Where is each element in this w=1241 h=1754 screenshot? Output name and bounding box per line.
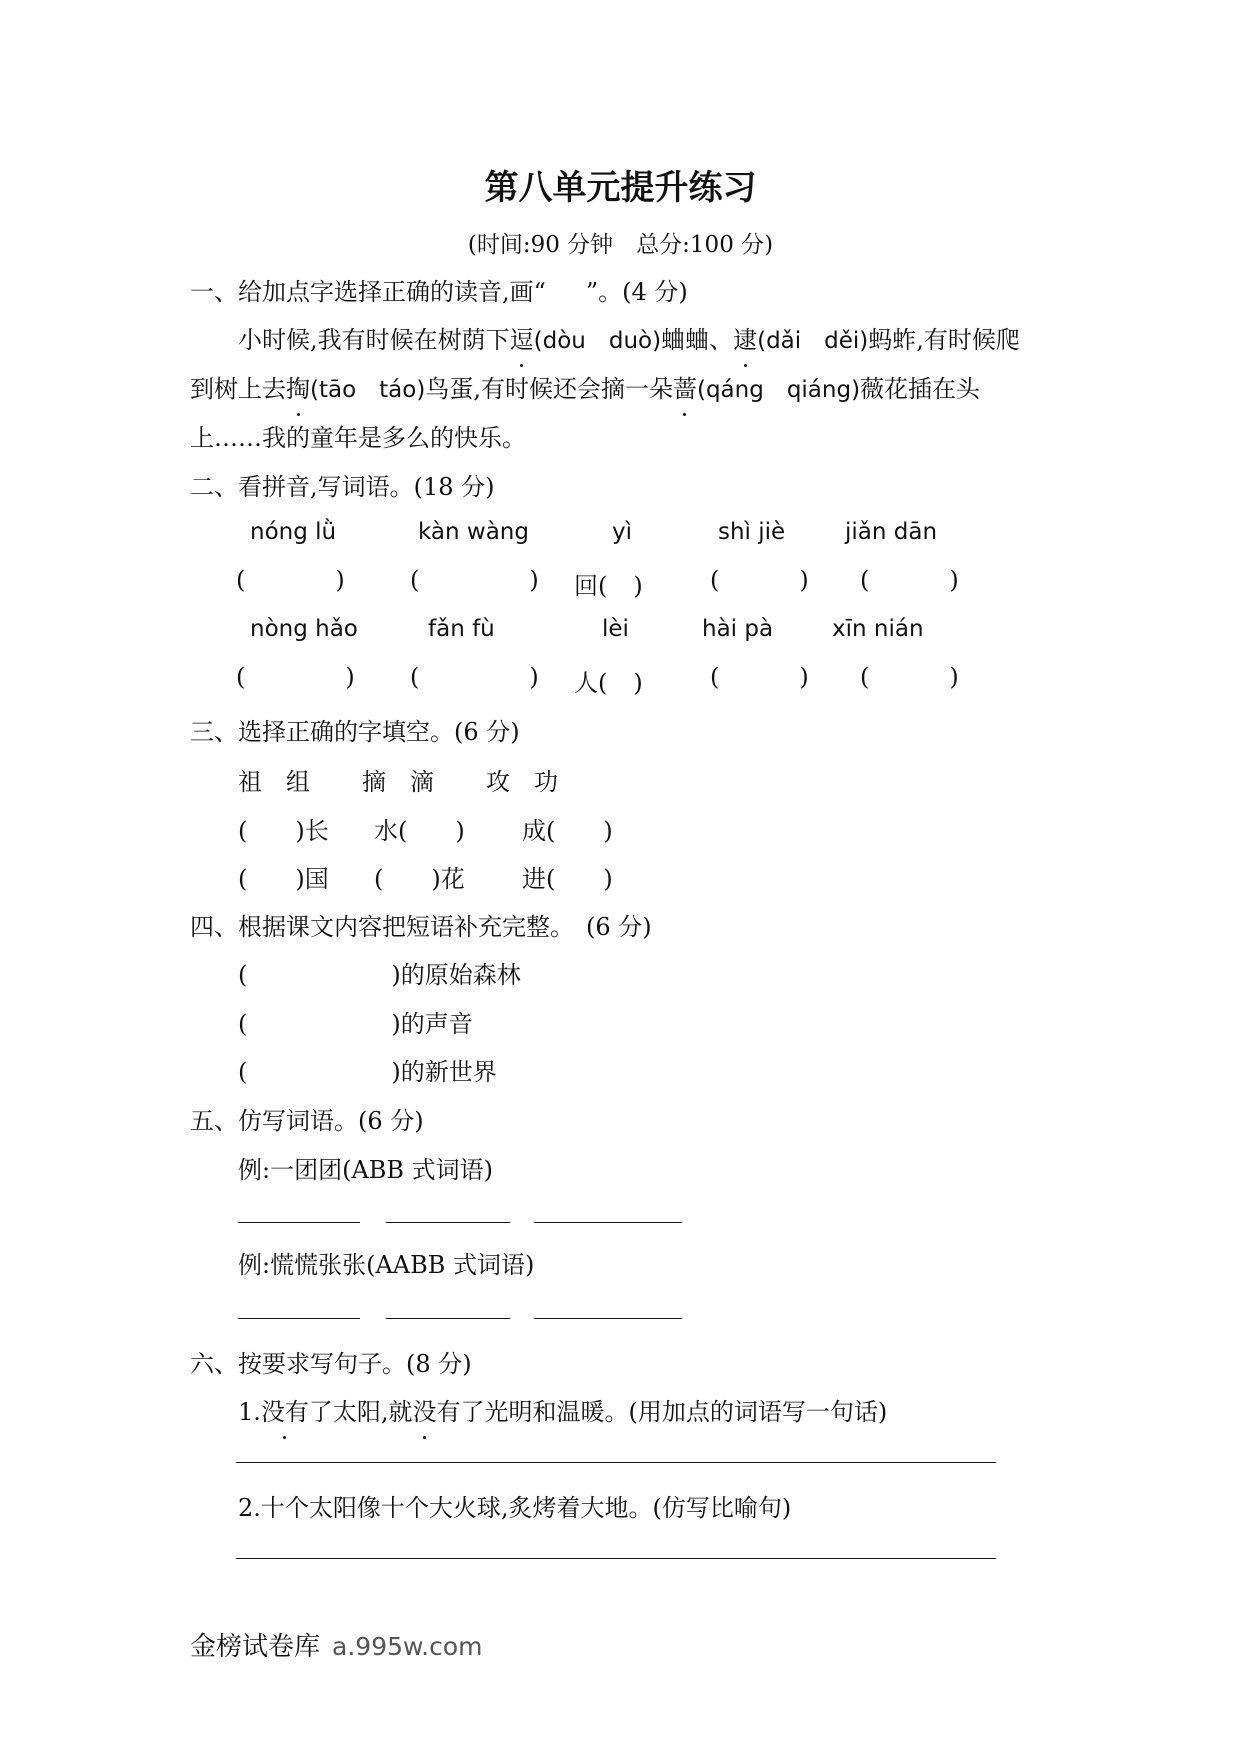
section-1-line-3: 上……我的童年是多么的快乐。 — [190, 424, 526, 452]
section-1-heading — [190, 272, 688, 307]
dotted-word: 就没有 — [389, 1392, 461, 1427]
pinyin-prompt: xīn nián — [832, 616, 924, 642]
phrase-blank[interactable]: ( )的声音 — [238, 1010, 473, 1038]
pinyin-choice[interactable]: (dǎi děi) — [757, 328, 869, 354]
pinyin-prompt: kàn wàng — [418, 519, 529, 545]
sentence-answer-line[interactable] — [236, 1558, 996, 1559]
section-1-heading-b: ”。(4 分) — [585, 278, 688, 306]
fill-blank[interactable]: ( )长 — [238, 817, 329, 845]
answer-line[interactable] — [238, 1222, 360, 1223]
answer-line[interactable] — [386, 1318, 510, 1319]
answer-blank[interactable]: ( ) — [236, 663, 355, 691]
sentence-answer-line[interactable] — [236, 1462, 996, 1463]
page-title: 第八单元提升练习 — [484, 168, 757, 208]
dotted-char: 逮 — [733, 320, 757, 355]
section-1-line-2: 到树上去掏(tāo táo)鸟蛋,有时候还会摘一朵蔷(qáng qiáng)薇花插在头 — [190, 369, 980, 404]
phrase-blank[interactable]: ( )的原始森林 — [238, 961, 521, 989]
pinyin-prompt: nòng hǎo — [250, 616, 358, 642]
fill-blank[interactable]: ( )花 — [374, 865, 465, 893]
pinyin-prompt: lèi — [602, 616, 629, 642]
dotted-char: 逗 — [510, 320, 534, 355]
answer-blank[interactable]: ( ) — [710, 566, 809, 594]
footer-brand: 金榜试卷库 — [190, 1632, 321, 1662]
section-6-heading: 六、按要求写句子。(8 分) — [190, 1350, 472, 1378]
char-group: 攻 功 — [486, 768, 558, 796]
example-abb: 例:一团团(ABB 式词语) — [238, 1156, 494, 1184]
sentence-task-2: 2.十个太阳像十个大火球,炙烤着大地。(仿写比喻句) — [238, 1494, 792, 1522]
answer-blank[interactable]: ( ) — [860, 566, 959, 594]
section-1-line-1: 小时候,我有时候在树荫下逗(dòu duò)蛐蛐、逮(dǎi děi)蚂蚱,有时候爬 — [238, 320, 1020, 355]
pinyin-prompt: jiǎn dān — [845, 519, 938, 545]
pinyin-prompt: nóng lǜ — [250, 519, 337, 545]
section-2-heading: 二、看拼音,写词语。(18 分) — [190, 473, 495, 501]
dotted-char: 蔷 — [673, 369, 697, 404]
answer-blank[interactable]: 回( ) — [574, 572, 643, 600]
answer-blank[interactable]: ( ) — [236, 566, 345, 594]
fill-blank[interactable]: 水( ) — [374, 817, 465, 845]
pinyin-prompt: hài pà — [702, 616, 774, 642]
answer-blank[interactable]: ( ) — [860, 663, 959, 691]
section-4-heading: 四、根据课文内容把短语补充完整。 (6 分) — [190, 913, 652, 941]
dotted-char: 掏 — [286, 369, 310, 404]
section-3-heading: 三、选择正确的字填空。(6 分) — [190, 718, 520, 746]
char-group: 摘 滴 — [362, 768, 434, 796]
exam-info: (时间:90 分钟 总分:100 分) — [467, 232, 774, 258]
answer-line[interactable] — [534, 1318, 682, 1319]
char-group: 祖 组 — [238, 768, 310, 796]
pinyin-choice[interactable]: (qáng qiáng) — [696, 377, 861, 403]
answer-line[interactable] — [534, 1222, 682, 1223]
phrase-blank[interactable]: ( )的新世界 — [238, 1058, 497, 1086]
fill-blank[interactable]: 成( ) — [522, 817, 613, 845]
pinyin-prompt: fǎn fù — [428, 616, 495, 642]
fill-blank[interactable]: 进( ) — [522, 865, 613, 893]
pinyin-prompt: yì — [612, 519, 633, 545]
pinyin-prompt: shì jiè — [718, 519, 786, 545]
sentence-task-1: 1.没有了太阳,就没有了光明和温暖。(用加点的词语写一句话) — [238, 1392, 887, 1427]
answer-blank[interactable]: ( ) — [710, 663, 809, 691]
section-5-heading: 五、仿写词语。(6 分) — [190, 1107, 424, 1135]
answer-blank[interactable]: ( ) — [410, 566, 539, 594]
example-aabb: 例:慌慌张张(AABB 式词语) — [238, 1251, 535, 1279]
answer-line[interactable] — [238, 1318, 360, 1319]
footer-url: a.995w.com — [332, 1632, 483, 1661]
answer-blank[interactable]: ( ) — [410, 663, 539, 691]
answer-line[interactable] — [386, 1222, 510, 1223]
dotted-word: 没有 — [261, 1392, 309, 1427]
pinyin-choice[interactable]: (tāo táo) — [310, 377, 426, 403]
section-1-heading-a: 一、给加点字选择正确的读音,画“ — [190, 278, 546, 306]
footer-watermark — [190, 1626, 483, 1663]
fill-blank[interactable]: ( )国 — [238, 865, 329, 893]
pinyin-choice[interactable]: (dòu duò) — [533, 328, 662, 354]
answer-blank[interactable]: 人( ) — [574, 669, 643, 697]
